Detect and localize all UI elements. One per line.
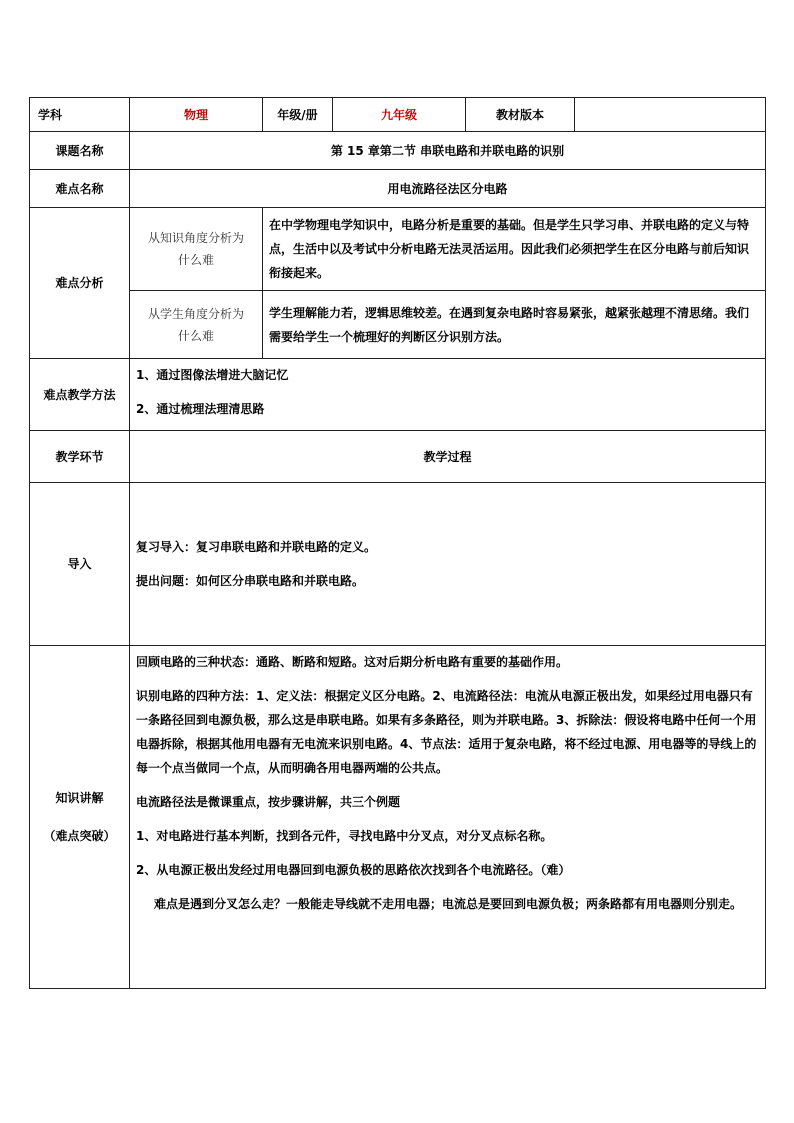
difficulty-title: 用电流路径法区分电路 xyxy=(130,170,766,208)
student-angle-label: 从学生角度分析为什么难 xyxy=(130,291,263,359)
header-row xyxy=(30,98,766,132)
lecture-paragraph: 难点是遇到分叉怎么走？一般能走导线就不走用电器；电流总是要回到电源负极；两条路都有用电器则分别走。 xyxy=(154,897,743,911)
lecture-sub-label: （难点突破） xyxy=(43,829,116,843)
stage-header: 教学环节 xyxy=(30,431,130,483)
lecture-paragraph: 识别电路的四种方法：1、定义法：根据定义区分电路。2、电流路径法：电流从电源正极出发，如果经过用电器只有一条路径回到电源负极，那么这是串联电路。如果有多条路径，则为并联电路。3、拆除法：假设将电路中任何一个用电器拆除，根据其他用电器有无电流来识别电路。4、节点法：适用于复杂电路，将不经过电源、用电器等的导线上的每一个点当做同一个点，从而明确各用电器两端的公共点。 xyxy=(136,689,757,775)
lecture-paragraph: 2、从电源正极出发经过用电器回到电源负极的思路依次找到各个电流路径。（难） xyxy=(136,863,571,877)
course-row xyxy=(30,132,766,170)
knowledge-angle-text: 在中学物理电学知识中，电路分析是重要的基础。但是学生只学习串、并联电路的定义与特点，生活中以及考试中分析电路无法灵活运用。因此我们必须把学生在区分电路与前后知识衔接起来。 xyxy=(263,208,766,291)
lecture-content xyxy=(130,646,766,989)
intro-label: 导入 xyxy=(30,483,130,646)
lesson-plan-table xyxy=(29,97,766,989)
methods-row xyxy=(30,359,766,431)
edition-value xyxy=(575,98,766,132)
intro-line: 复习导入：复习串联电路和并联电路的定义。 xyxy=(136,540,377,554)
edition-label: 教材版本 xyxy=(466,98,575,132)
methods-content xyxy=(130,359,766,431)
course-title: 第 15 章第二节 串联电路和并联电路的识别 xyxy=(130,132,766,170)
process-header: 教学过程 xyxy=(130,431,766,483)
methods-label: 难点教学方法 xyxy=(30,359,130,431)
student-angle-text: 学生理解能力若，逻辑思维较差。在遇到复杂电路时容易紧张，越紧张越理不清思绪。我们需要给学生一个梳理好的判断区分识别方法。 xyxy=(263,291,766,359)
difficulty-row xyxy=(30,170,766,208)
difficulty-label: 难点名称 xyxy=(30,170,130,208)
lecture-label: 知识讲解 xyxy=(55,791,104,805)
lecture-paragraph: 电流路径法是微课重点，按步骤讲解，共三个例题 xyxy=(136,795,401,809)
analysis-row-knowledge xyxy=(30,208,766,291)
knowledge-angle-label: 从知识角度分析为什么难 xyxy=(130,208,263,291)
lecture-label-cell xyxy=(30,646,130,989)
method-item: 2、通过梳理法理清思路 xyxy=(136,402,265,416)
intro-row xyxy=(30,483,766,646)
subject-label: 学科 xyxy=(30,98,130,132)
grade-value: 九年级 xyxy=(333,98,466,132)
lecture-paragraph: 1、对电路进行基本判断，找到各元件，寻找电路中分叉点，对分叉点标名称。 xyxy=(136,829,553,843)
process-header-row xyxy=(30,431,766,483)
lecture-paragraph: 回顾电路的三种状态：通路、断路和短路。这对后期分析电路有重要的基础作用。 xyxy=(136,655,569,669)
analysis-row-student xyxy=(30,291,766,359)
lecture-row xyxy=(30,646,766,989)
analysis-label: 难点分析 xyxy=(30,208,130,359)
intro-content xyxy=(130,483,766,646)
method-item: 1、通过图像法增进大脑记忆 xyxy=(136,368,289,382)
intro-line: 提出问题：如何区分串联电路和并联电路。 xyxy=(136,574,365,588)
subject-value: 物理 xyxy=(130,98,263,132)
course-label: 课题名称 xyxy=(30,132,130,170)
grade-label: 年级/册 xyxy=(263,98,333,132)
